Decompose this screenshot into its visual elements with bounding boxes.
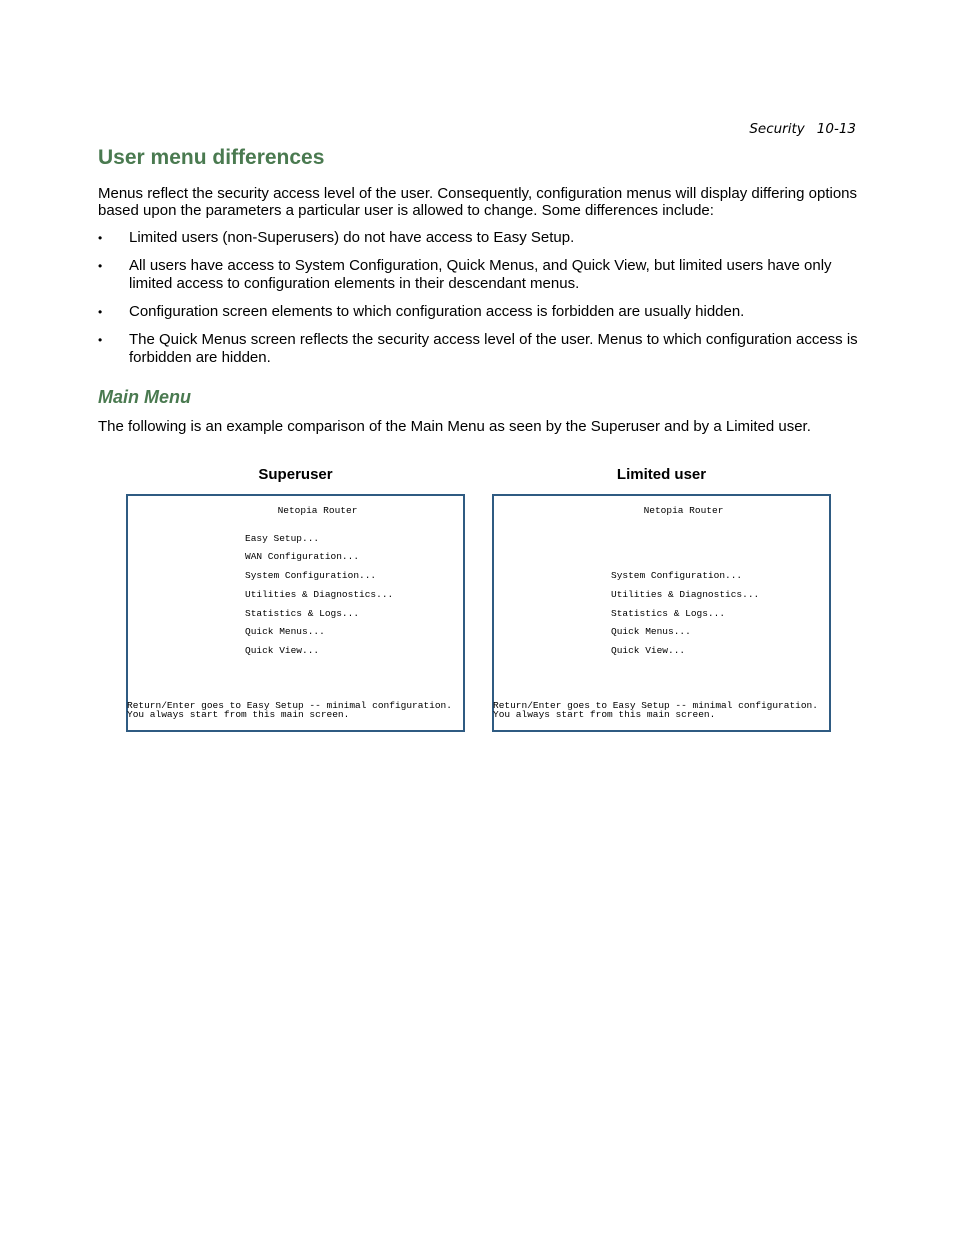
bullet-icon: •: [98, 305, 103, 319]
screen-title: Netopia Router: [643, 505, 724, 516]
menu-item-quick-view: Quick View...: [245, 645, 320, 656]
footer-line-2: You always start from this main screen.: [493, 709, 716, 720]
screen-footer: [127, 701, 452, 719]
running-head: [749, 121, 856, 137]
list-item-text: All users have access to System Configuration, Quick Menus, and Quick View, but limited users have only limited access to configuration elements in their descendant menus.: [129, 257, 832, 292]
list-item-text: Configuration screen elements to which configuration access is forbidden are usually hidden.: [129, 303, 745, 320]
menu-item-wan-configuration: WAN Configuration...: [245, 551, 360, 562]
screen-title: Netopia Router: [277, 505, 358, 516]
footer-line-1: Return/Enter goes to Easy Setup -- minimal configuration.: [493, 700, 818, 711]
list-item: [98, 331, 858, 367]
menu-item-utilities-diagnostics: Utilities & Diagnostics...: [245, 589, 394, 600]
list-item: [98, 229, 858, 247]
comparison-paragraph: The following is an example comparison of the Main Menu as seen by the Superuser and by a Limited user.: [98, 418, 811, 435]
menu-item-quick-menus: Quick Menus...: [245, 626, 325, 637]
menu-item-utilities-diagnostics: Utilities & Diagnostics...: [611, 589, 760, 600]
menu-item-quick-menus: Quick Menus...: [611, 626, 691, 637]
intro-paragraph: Menus reflect the security access level of the user. Consequently, configuration menus will display differing options based upon the parameters a particular user is allowed to change. Some differences include:: [98, 185, 858, 219]
superuser-screen: [126, 494, 465, 732]
menu-item-system-configuration: System Configuration...: [611, 570, 743, 581]
list-item: [98, 257, 858, 293]
menu-item-statistics-logs: Statistics & Logs...: [611, 608, 726, 619]
bullet-icon: •: [98, 333, 103, 347]
subsection-heading: Main Menu: [98, 387, 191, 407]
footer-line-2: You always start from this main screen.: [127, 709, 350, 720]
running-head-section: Security: [749, 121, 805, 137]
menu-item-quick-view: Quick View...: [611, 645, 686, 656]
menu-item-easy-setup: Easy Setup...: [245, 533, 320, 544]
superuser-label: Superuser: [258, 466, 333, 483]
list-item-text: Limited users (non-Superusers) do not have access to Easy Setup.: [129, 229, 575, 246]
screen-footer: [493, 701, 818, 719]
limited-user-screen: [492, 494, 831, 732]
bullet-icon: •: [98, 259, 103, 273]
bullet-icon: •: [98, 231, 103, 245]
footer-line-1: Return/Enter goes to Easy Setup -- minimal configuration.: [127, 700, 452, 711]
section-heading: User menu differences: [98, 146, 325, 169]
limited-user-label: Limited user: [616, 466, 707, 483]
list-item-text: The Quick Menus screen reflects the security access level of the user. Menus to which configuration access is forbidden are hidden.: [129, 331, 858, 366]
list-item: [98, 303, 858, 321]
running-head-page: 10-13: [816, 121, 856, 137]
menu-item-system-configuration: System Configuration...: [245, 570, 377, 581]
menu-item-statistics-logs: Statistics & Logs...: [245, 608, 360, 619]
differences-list: [98, 229, 858, 377]
